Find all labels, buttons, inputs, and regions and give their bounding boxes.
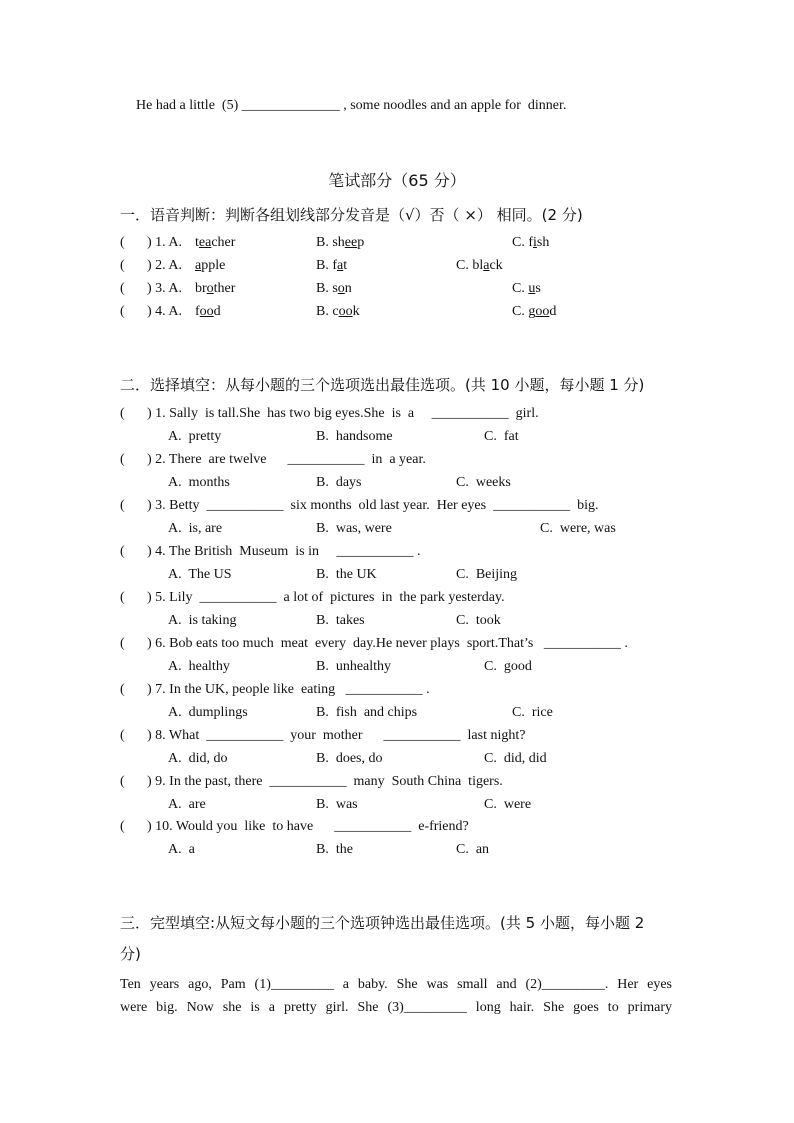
answer-bracket[interactable]: ( bbox=[120, 498, 143, 513]
option-b: B. does, do bbox=[316, 751, 383, 766]
options-row bbox=[120, 842, 680, 862]
answer-bracket[interactable]: ( bbox=[120, 258, 143, 273]
option-a: food bbox=[195, 304, 221, 319]
options-row bbox=[120, 751, 680, 771]
option-a: A. is, are bbox=[168, 521, 223, 536]
question-row bbox=[120, 498, 680, 518]
question-text: ) 5. Lily ___________ a lot of pictures in the park yesterday. bbox=[147, 590, 505, 605]
options-row bbox=[120, 521, 680, 541]
answer-bracket[interactable]: ( bbox=[120, 590, 143, 605]
question-row bbox=[120, 774, 680, 794]
option-a: A. are bbox=[168, 797, 206, 812]
option-b: B. handsome bbox=[316, 429, 393, 444]
question-number: ) 4. A. bbox=[147, 304, 186, 319]
option-c: C. took bbox=[456, 613, 501, 628]
answer-bracket[interactable]: ( bbox=[120, 682, 143, 697]
options-row bbox=[120, 567, 680, 587]
question-text: ) 3. Betty ___________ six months old last year. Her eyes ___________ big. bbox=[147, 498, 599, 513]
option-a: A. months bbox=[168, 475, 230, 490]
option-a: A. pretty bbox=[168, 429, 222, 444]
option-b: B. sheep bbox=[316, 235, 365, 250]
option-c: C. black bbox=[456, 258, 503, 273]
list-item bbox=[120, 258, 680, 278]
option-a: teacher bbox=[195, 235, 236, 250]
question-row bbox=[120, 819, 680, 839]
option-c: C. were, was bbox=[540, 521, 616, 536]
options-row bbox=[120, 705, 680, 725]
options-row bbox=[120, 613, 680, 633]
options-row bbox=[120, 659, 680, 679]
section1-heading: 一．语音判断：判断各组划线部分发音是（√）否（ ×） 相同。(2 分) bbox=[120, 206, 583, 224]
question-text: ) 1. Sally is tall.She has two big eyes.She is a ___________ girl. bbox=[147, 406, 539, 421]
option-a: brother bbox=[195, 281, 236, 296]
option-b: B. unhealthy bbox=[316, 659, 392, 674]
answer-bracket[interactable]: ( bbox=[120, 406, 143, 421]
option-b: B. fat bbox=[316, 258, 348, 273]
answer-bracket[interactable]: ( bbox=[120, 819, 143, 834]
question-text: ) 7. In the UK, people like eating ___________ . bbox=[147, 682, 430, 697]
cloze-passage-line: were big. Now she is a pretty girl. She (3)_________ long hair. She goes to primary bbox=[120, 1000, 672, 1015]
option-b: B. days bbox=[316, 475, 362, 490]
question-number: ) 2. A. bbox=[147, 258, 186, 273]
option-c: C. did, did bbox=[484, 751, 547, 766]
section3-heading: 三．完型填空:从短文每小题的三个选项钟选出最佳选项。(共 5 小题，每小题 2 bbox=[120, 914, 645, 932]
option-b: B. cook bbox=[316, 304, 360, 319]
option-b: B. son bbox=[316, 281, 352, 296]
option-b: B. takes bbox=[316, 613, 365, 628]
option-a: A. The US bbox=[168, 567, 232, 582]
answer-bracket[interactable]: ( bbox=[120, 452, 143, 467]
option-c: C. good bbox=[512, 304, 557, 319]
question-text: ) 2. There are twelve ___________ in a year. bbox=[147, 452, 426, 467]
answer-bracket[interactable]: ( bbox=[120, 544, 143, 559]
answer-bracket[interactable]: ( bbox=[120, 774, 143, 789]
question-row bbox=[120, 590, 680, 610]
option-a: apple bbox=[195, 258, 226, 273]
option-c: C. were bbox=[484, 797, 532, 812]
reading-passage-line: He had a little (5) ______________ , some noodles and an apple for dinner. bbox=[136, 98, 567, 113]
option-a: A. healthy bbox=[168, 659, 230, 674]
option-a: A. is taking bbox=[168, 613, 237, 628]
section2-heading: 二．选择填空：从每小题的三个选项选出最佳选项。(共 10 小题，每小题 1 分) bbox=[120, 376, 645, 394]
answer-bracket[interactable]: ( bbox=[120, 281, 143, 296]
option-c: C. weeks bbox=[456, 475, 511, 490]
answer-bracket[interactable]: ( bbox=[120, 304, 143, 319]
option-c: C. an bbox=[456, 842, 490, 857]
option-b: B. the bbox=[316, 842, 353, 857]
options-row bbox=[120, 797, 680, 817]
question-row bbox=[120, 682, 680, 702]
cloze-passage-line: Ten years ago, Pam (1)_________ a baby. She was small and (2)_________. Her eyes bbox=[120, 977, 672, 992]
option-b: B. the UK bbox=[316, 567, 377, 582]
question-text: ) 4. The British Museum is in ___________ . bbox=[147, 544, 421, 559]
question-text: ) 10. Would you like to have ___________ e-friend? bbox=[147, 819, 469, 834]
question-row bbox=[120, 636, 680, 656]
option-c: C. fish bbox=[512, 235, 550, 250]
question-text: ) 8. What ___________ your mother ___________ last night? bbox=[147, 728, 526, 743]
option-c: C. Beijing bbox=[456, 567, 518, 582]
option-c: C. good bbox=[484, 659, 532, 674]
option-b: B. was, were bbox=[316, 521, 392, 536]
question-row bbox=[120, 452, 680, 472]
question-row bbox=[120, 406, 680, 426]
option-b: B. fish and chips bbox=[316, 705, 418, 720]
option-a: A. did, do bbox=[168, 751, 228, 766]
list-item bbox=[120, 304, 680, 324]
answer-bracket[interactable]: ( bbox=[120, 728, 143, 743]
option-b: B. was bbox=[316, 797, 358, 812]
question-number: ) 3. A. bbox=[147, 281, 186, 296]
question-text: ) 9. In the past, there ___________ many South China tigers. bbox=[147, 774, 503, 789]
options-row bbox=[120, 475, 680, 495]
page-title: 笔试部分（65 分） bbox=[328, 171, 466, 190]
list-item bbox=[120, 235, 680, 255]
question-text: ) 6. Bob eats too much meat every day.He never plays sport.That’s ___________ . bbox=[147, 636, 628, 651]
options-row bbox=[120, 429, 680, 449]
question-number: ) 1. A. bbox=[147, 235, 186, 250]
question-row bbox=[120, 728, 680, 748]
option-a: A. dumplings bbox=[168, 705, 248, 720]
option-a: A. a bbox=[168, 842, 195, 857]
answer-bracket[interactable]: ( bbox=[120, 636, 143, 651]
section3-heading-continued: 分) bbox=[120, 945, 141, 963]
option-c: C. fat bbox=[484, 429, 519, 444]
answer-bracket[interactable]: ( bbox=[120, 235, 143, 250]
option-c: C. rice bbox=[512, 705, 553, 720]
list-item bbox=[120, 281, 680, 301]
question-row bbox=[120, 544, 680, 564]
option-c: C. us bbox=[512, 281, 541, 296]
